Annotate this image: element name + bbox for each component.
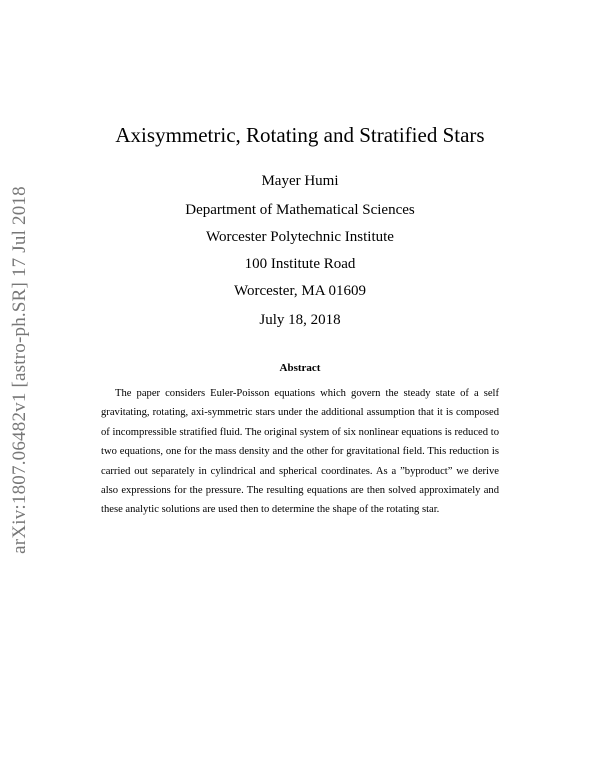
- author-department: Department of Mathematical Sciences: [185, 202, 415, 218]
- abstract-body: The paper considers Euler-Poisson equations which govern the steady state of a self gravitating, rotating, axi-symmetric stars under the additional assumption that it is composed of incompressible stratified fluid. The original system of six nonlinear equations is reduced to two equations, one for the mass density and the other for gravitational field. This reduction is carried out separately in cylindrical and spherical coordinates. As a ”byproduct” we derive also expressions for the pressure. The resulting equations are then solved approximately and these analytic solutions are used then to determine the shape of the rotating star.: [101, 388, 499, 516]
- author-city: Worcester, MA 01609: [234, 283, 366, 299]
- author-institution: Worcester Polytechnic Institute: [206, 229, 394, 245]
- abstract-heading: Abstract: [279, 362, 321, 374]
- arxiv-identifier-text: arXiv:1807.06482v1 [astro-ph.SR] 17 Jul 2018: [9, 186, 30, 554]
- author-street-address: 100 Institute Road: [244, 256, 356, 272]
- paper-date: July 18, 2018: [259, 312, 341, 328]
- paper-title: Axisymmetric, Rotating and Stratified Stars: [115, 123, 485, 147]
- author-name: Mayer Humi: [261, 173, 339, 189]
